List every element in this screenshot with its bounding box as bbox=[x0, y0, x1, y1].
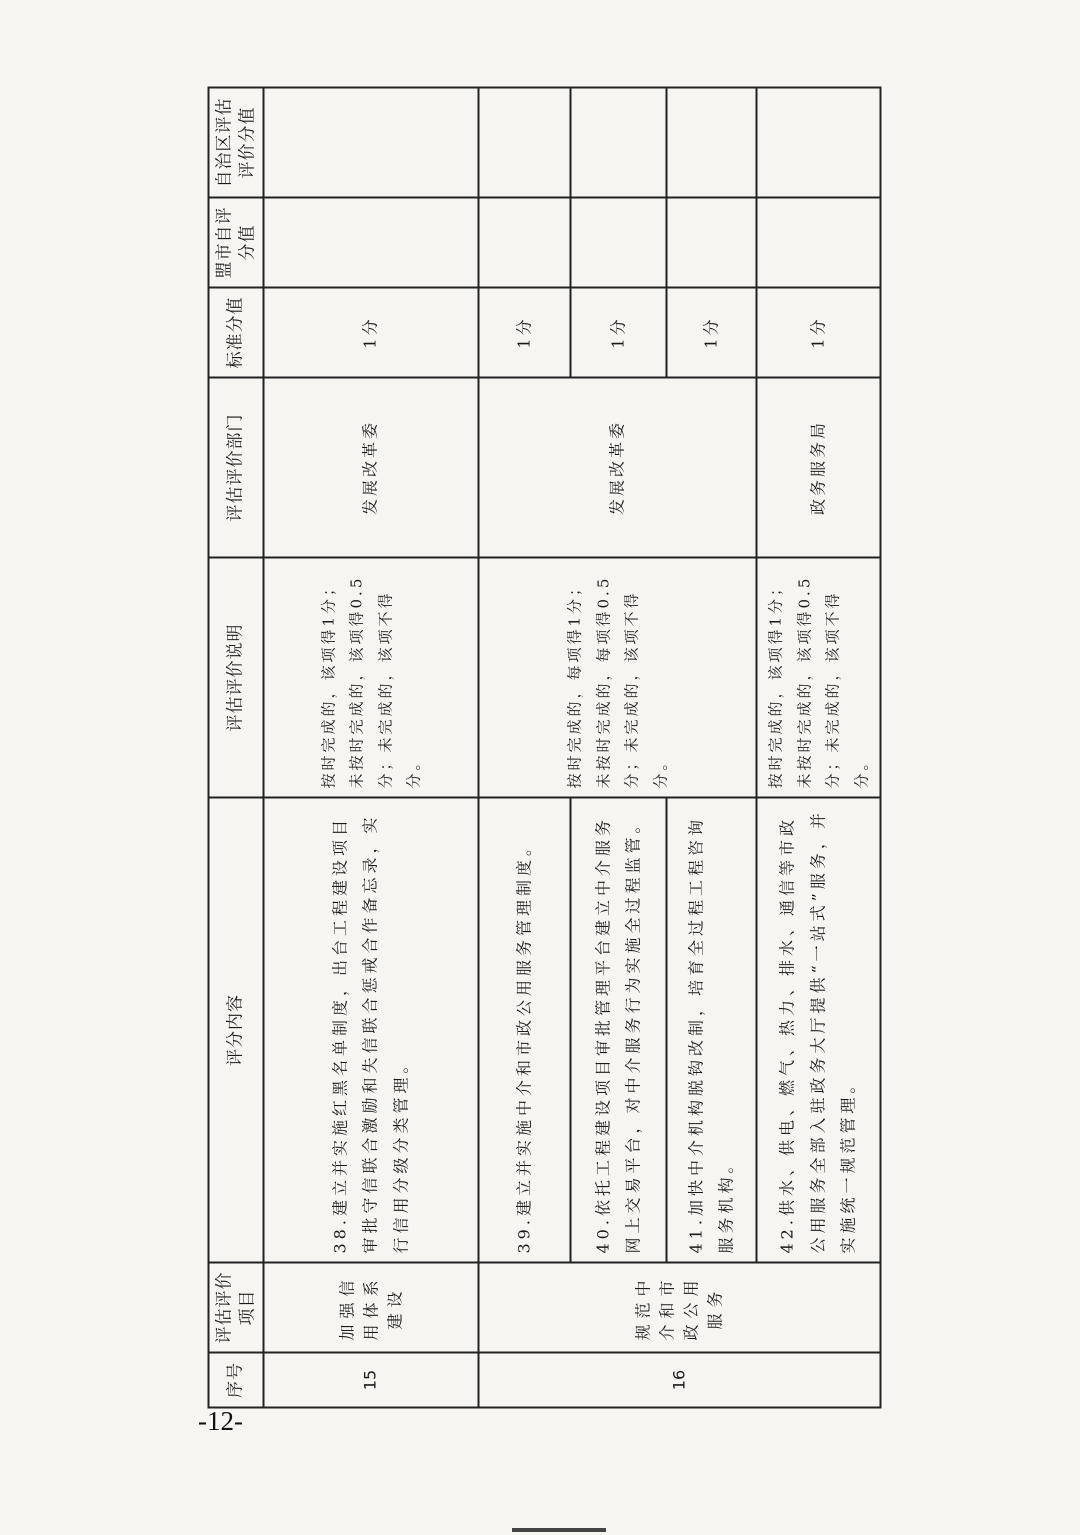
header-description: 评估评价说明 bbox=[209, 558, 264, 798]
standard-score-cell: 1分 bbox=[667, 288, 757, 378]
header-city-self-score: 盟市自评分值 bbox=[209, 198, 264, 288]
description-cell: 按时完成的，每项得1分；未按时完成的，每项得0.5分；未完成的，该项不得分。 bbox=[479, 558, 757, 798]
standard-score-cell: 1分 bbox=[571, 288, 667, 378]
region-score-cell bbox=[667, 88, 757, 198]
department-cell: 发展改革委 bbox=[479, 378, 757, 558]
content-cell: 39.建立并实施中介和市政公用服务管理制度。 bbox=[479, 798, 571, 1263]
region-score-cell bbox=[479, 88, 571, 198]
standard-score-cell: 1分 bbox=[264, 288, 479, 378]
description-cell: 按时完成的，该项得1分；未按时完成的，该项得0.5分；未完成的，该项不得分。 bbox=[264, 558, 479, 798]
content-cell: 38.建立并实施红黑名单制度，出台工程建设项目审批守信联合激励和失信联合惩戒合作备忘录，实行信用分级分类管理。 bbox=[264, 798, 479, 1263]
table-row bbox=[264, 88, 479, 1408]
content-cell: 42.供水、供电、燃气、热力、排水、通信等市政公用服务全部入驻政务大厅提供“一站式”服务，并实施统一规范管理。 bbox=[757, 798, 881, 1263]
city-self-score-cell bbox=[757, 198, 881, 288]
header-seq: 序号 bbox=[209, 1353, 264, 1408]
content-cell: 40.依托工程建设项目审批管理平台建立中介服务网上交易平台，对中介服务行为实施全过程监管。 bbox=[571, 798, 667, 1263]
item-cell: 规范中介和市政公用服务 bbox=[479, 1263, 881, 1353]
city-self-score-cell bbox=[264, 198, 479, 288]
page-number: -12- bbox=[198, 1406, 243, 1436]
region-score-cell bbox=[264, 88, 479, 198]
header-row bbox=[209, 88, 264, 1408]
standard-score-cell: 1分 bbox=[757, 288, 881, 378]
header-department: 评估评价部门 bbox=[209, 378, 264, 558]
seq-cell: 15 bbox=[264, 1353, 479, 1408]
page-edge-mark bbox=[512, 1528, 606, 1532]
standard-score-cell: 1分 bbox=[479, 288, 571, 378]
content-cell: 41.加快中介机构脱钩改制，培育全过程工程咨询服务机构。 bbox=[667, 798, 757, 1263]
region-score-cell bbox=[571, 88, 667, 198]
department-cell: 发展改革委 bbox=[264, 378, 479, 558]
rotated-table-container bbox=[208, 89, 873, 1409]
table-row bbox=[479, 88, 571, 1408]
item-cell: 加强信用体系建设 bbox=[264, 1263, 479, 1353]
description-cell: 按时完成的，该项得1分；未按时完成的，该项得0.5分；未完成的，该项不得分。 bbox=[757, 558, 881, 798]
city-self-score-cell bbox=[479, 198, 571, 288]
table-row bbox=[757, 88, 881, 1408]
header-content: 评分内容 bbox=[209, 798, 264, 1263]
header-item: 评估评价项目 bbox=[209, 1263, 264, 1353]
city-self-score-cell bbox=[571, 198, 667, 288]
header-standard-score: 标准分值 bbox=[209, 288, 264, 378]
department-cell: 政务服务局 bbox=[757, 378, 881, 558]
header-region-score: 自治区评估评价分值 bbox=[209, 88, 264, 198]
city-self-score-cell bbox=[667, 198, 757, 288]
evaluation-table bbox=[208, 87, 882, 1409]
seq-cell: 16 bbox=[479, 1353, 881, 1408]
region-score-cell bbox=[757, 88, 881, 198]
